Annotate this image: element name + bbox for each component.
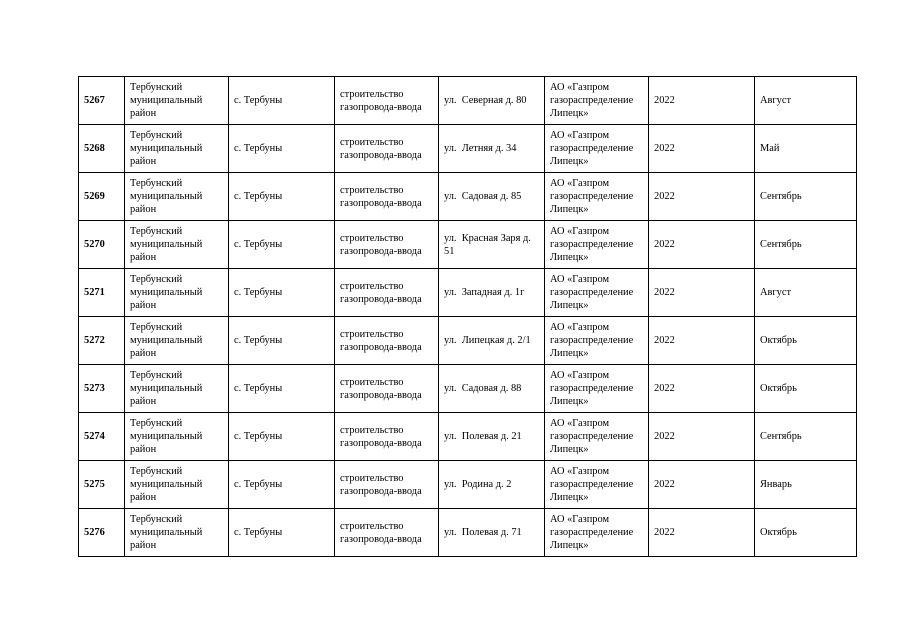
row-number: 5272	[79, 317, 125, 365]
row-number: 5271	[79, 269, 125, 317]
company-cell: АО «Газпром газораспределение Липецк»	[545, 365, 649, 413]
district-cell: Тербунский муниципальный район	[125, 317, 229, 365]
work-type-cell: строительство газопровода-ввода	[335, 173, 439, 221]
work-type-cell: строительство газопровода-ввода	[335, 461, 439, 509]
year-cell: 2022	[649, 125, 755, 173]
settlement-cell: с. Тербуны	[229, 221, 335, 269]
district-cell: Тербунский муниципальный район	[125, 365, 229, 413]
address-text: ул. Липецкая д. 2/1	[444, 335, 531, 346]
year-cell: 2022	[649, 77, 755, 125]
district-cell: Тербунский муниципальный район	[125, 125, 229, 173]
company-cell: АО «Газпром газораспределение Липецк»	[545, 269, 649, 317]
address-text: ул. Родина д. 2	[444, 479, 512, 490]
district-cell: Тербунский муниципальный район	[125, 461, 229, 509]
table-row	[79, 269, 857, 317]
row-number: 5276	[79, 509, 125, 557]
address-cell	[439, 269, 545, 317]
year-cell: 2022	[649, 461, 755, 509]
address-cell	[439, 509, 545, 557]
address-cell	[439, 317, 545, 365]
address-text: ул. Садовая д. 85	[444, 191, 522, 202]
company-cell: АО «Газпром газораспределение Липецк»	[545, 461, 649, 509]
table-row	[79, 317, 857, 365]
company-cell: АО «Газпром газораспределение Липецк»	[545, 509, 649, 557]
district-cell: Тербунский муниципальный район	[125, 173, 229, 221]
table-body	[79, 77, 857, 557]
table-row	[79, 221, 857, 269]
address-text: ул. Полевая д. 21	[444, 431, 522, 442]
work-type-cell: строительство газопровода-ввода	[335, 365, 439, 413]
work-type-cell: строительство газопровода-ввода	[335, 269, 439, 317]
table-row	[79, 125, 857, 173]
company-cell: АО «Газпром газораспределение Липецк»	[545, 221, 649, 269]
settlement-cell: с. Тербуны	[229, 173, 335, 221]
address-text: ул. Северная д. 80	[444, 95, 527, 106]
row-number: 5275	[79, 461, 125, 509]
address-cell	[439, 461, 545, 509]
row-number: 5273	[79, 365, 125, 413]
month-cell: Октябрь	[755, 509, 857, 557]
settlement-cell: с. Тербуны	[229, 125, 335, 173]
company-cell: АО «Газпром газораспределение Липецк»	[545, 77, 649, 125]
row-number: 5270	[79, 221, 125, 269]
company-cell: АО «Газпром газораспределение Липецк»	[545, 413, 649, 461]
month-cell: Сентябрь	[755, 413, 857, 461]
address-text: ул. Летняя д. 34	[444, 143, 517, 154]
table-row	[79, 77, 857, 125]
month-cell: Август	[755, 269, 857, 317]
work-type-cell: строительство газопровода-ввода	[335, 221, 439, 269]
year-cell: 2022	[649, 317, 755, 365]
district-cell: Тербунский муниципальный район	[125, 269, 229, 317]
address-text: ул. Полевая д. 71	[444, 527, 522, 538]
work-type-cell: строительство газопровода-ввода	[335, 317, 439, 365]
district-cell: Тербунский муниципальный район	[125, 413, 229, 461]
month-cell: Октябрь	[755, 365, 857, 413]
row-number: 5267	[79, 77, 125, 125]
address-text: ул. Западная д. 1г	[444, 287, 525, 298]
table-row	[79, 509, 857, 557]
row-number: 5269	[79, 173, 125, 221]
year-cell: 2022	[649, 269, 755, 317]
company-cell: АО «Газпром газораспределение Липецк»	[545, 125, 649, 173]
table-row	[79, 461, 857, 509]
address-cell	[439, 365, 545, 413]
address-cell	[439, 413, 545, 461]
settlement-cell: с. Тербуны	[229, 77, 335, 125]
row-number: 5274	[79, 413, 125, 461]
address-cell	[439, 77, 545, 125]
table-row	[79, 413, 857, 461]
month-cell: Май	[755, 125, 857, 173]
work-type-cell: строительство газопровода-ввода	[335, 125, 439, 173]
document-table-container	[78, 76, 857, 557]
year-cell: 2022	[649, 509, 755, 557]
settlement-cell: с. Тербуны	[229, 365, 335, 413]
table-row	[79, 173, 857, 221]
address-text: ул. Красная Заря д. 51	[444, 232, 534, 257]
settlement-cell: с. Тербуны	[229, 317, 335, 365]
work-type-cell: строительство газопровода-ввода	[335, 413, 439, 461]
district-cell: Тербунский муниципальный район	[125, 221, 229, 269]
month-cell: Сентябрь	[755, 173, 857, 221]
settlement-cell: с. Тербуны	[229, 413, 335, 461]
address-cell	[439, 173, 545, 221]
year-cell: 2022	[649, 221, 755, 269]
district-cell: Тербунский муниципальный район	[125, 77, 229, 125]
month-cell: Октябрь	[755, 317, 857, 365]
month-cell: Сентябрь	[755, 221, 857, 269]
work-type-cell: строительство газопровода-ввода	[335, 509, 439, 557]
address-text: ул. Садовая д. 88	[444, 383, 522, 394]
gas-connection-schedule-table	[78, 76, 857, 557]
work-type-cell: строительство газопровода-ввода	[335, 77, 439, 125]
month-cell: Август	[755, 77, 857, 125]
district-cell: Тербунский муниципальный район	[125, 509, 229, 557]
month-cell: Январь	[755, 461, 857, 509]
address-cell	[439, 221, 545, 269]
year-cell: 2022	[649, 413, 755, 461]
company-cell: АО «Газпром газораспределение Липецк»	[545, 317, 649, 365]
settlement-cell: с. Тербуны	[229, 269, 335, 317]
year-cell: 2022	[649, 365, 755, 413]
year-cell: 2022	[649, 173, 755, 221]
settlement-cell: с. Тербуны	[229, 461, 335, 509]
row-number: 5268	[79, 125, 125, 173]
address-cell	[439, 125, 545, 173]
company-cell: АО «Газпром газораспределение Липецк»	[545, 173, 649, 221]
table-row	[79, 365, 857, 413]
settlement-cell: с. Тербуны	[229, 509, 335, 557]
